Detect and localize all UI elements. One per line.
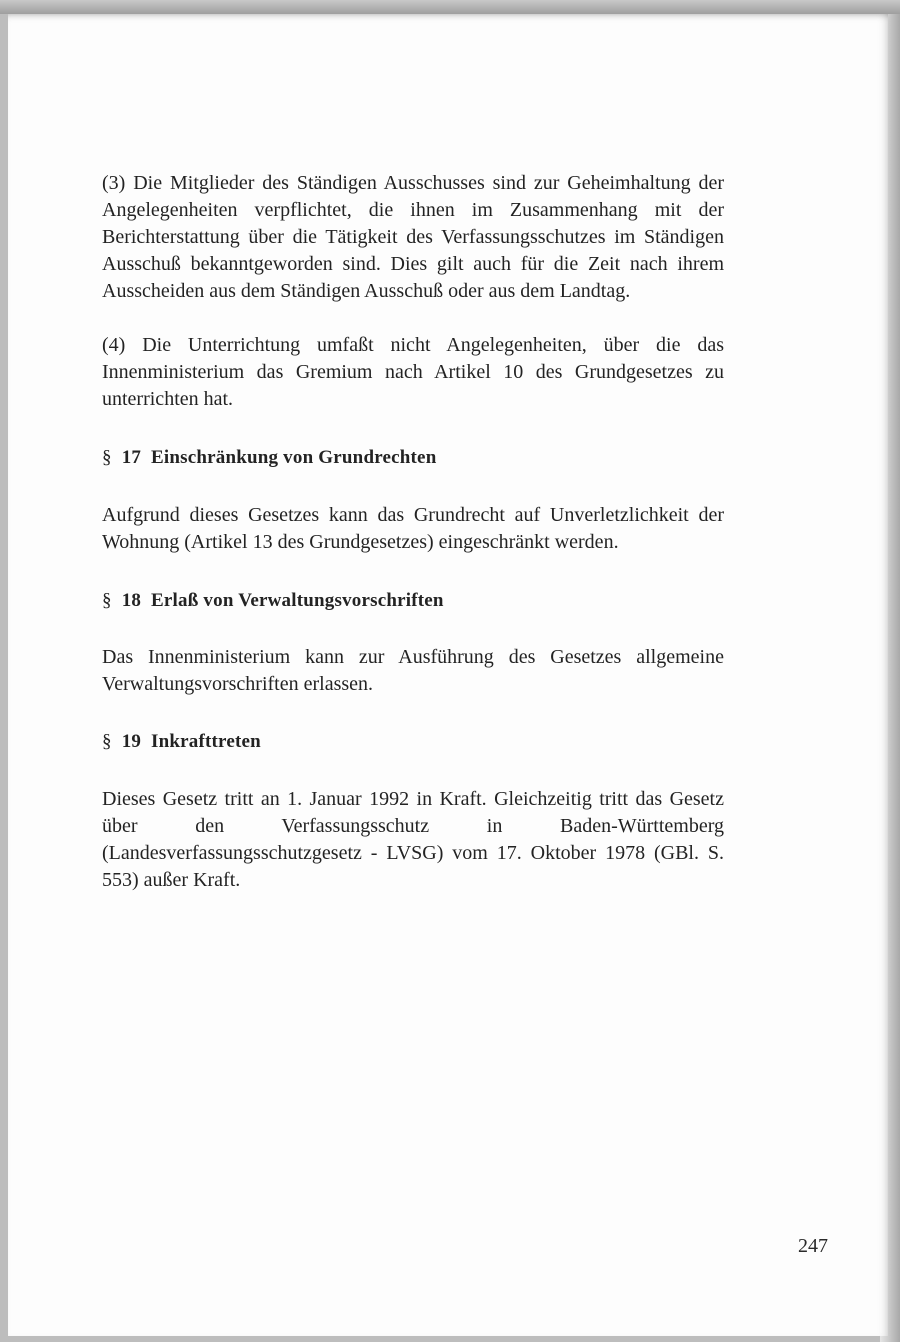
section-17-text: Aufgrund dieses Gesetzes kann das Grundrecht auf Unverletzlichkeit der Wohnung (Artikel 13 des Grundgesetzes) eingeschränkt werden. bbox=[102, 504, 724, 553]
section-sign: § bbox=[102, 731, 112, 752]
scan-edge-top bbox=[0, 0, 900, 14]
section-number: 18 bbox=[121, 590, 142, 611]
paragraph-4: (4) Die Unterrichtung umfaßt nicht Angelegenheiten, über die das Innenministerium das Gremium nach Artikel 10 des Grundgesetzes zu unterrichten hat. bbox=[102, 334, 724, 410]
page-content bbox=[102, 170, 724, 894]
paragraph-3: (3) Die Mitglieder des Ständigen Ausschusses sind zur Geheimhaltung der Angelegenheiten verpflichtet, die ihnen im Zusammenhang mit der Berichterstattung über die Tätigkeit des Verfassungsschutzes im Ständigen Ausschuß bekanntgeworden sind. Dies gilt auch für die Zeit nach ihrem Ausscheiden aus dem Ständigen Ausschuß oder aus dem Landtag. bbox=[102, 172, 724, 302]
section-title: Einschränkung von Grundrechten bbox=[151, 447, 437, 468]
section-title: Erlaß von Verwaltungsvorschriften bbox=[151, 590, 444, 611]
page-number: 247 bbox=[798, 1235, 828, 1257]
section-sign: § bbox=[102, 590, 112, 611]
section-18-text: Das Innenministerium kann zur Ausführung des Gesetzes allgemeine Verwaltungsvorschriften erlassen. bbox=[102, 646, 724, 695]
section-number: 17 bbox=[121, 447, 142, 468]
section-17-heading bbox=[102, 444, 724, 471]
section-19-heading bbox=[102, 728, 724, 755]
section-title: Inkrafttreten bbox=[151, 731, 261, 752]
section-18-heading bbox=[102, 587, 724, 614]
section-sign: § bbox=[102, 447, 112, 468]
section-19-text: Dieses Gesetz tritt an 1. Januar 1992 in Kraft. Gleichzeitig tritt das Gesetz über den Verfassungsschutz in Baden-Württemberg (Landesverfassungsschutzgesetz - LVSG) vom 17. Oktober 1978 (GBl. S. 553) außer Kraft. bbox=[102, 788, 724, 891]
section-number: 19 bbox=[121, 731, 142, 752]
